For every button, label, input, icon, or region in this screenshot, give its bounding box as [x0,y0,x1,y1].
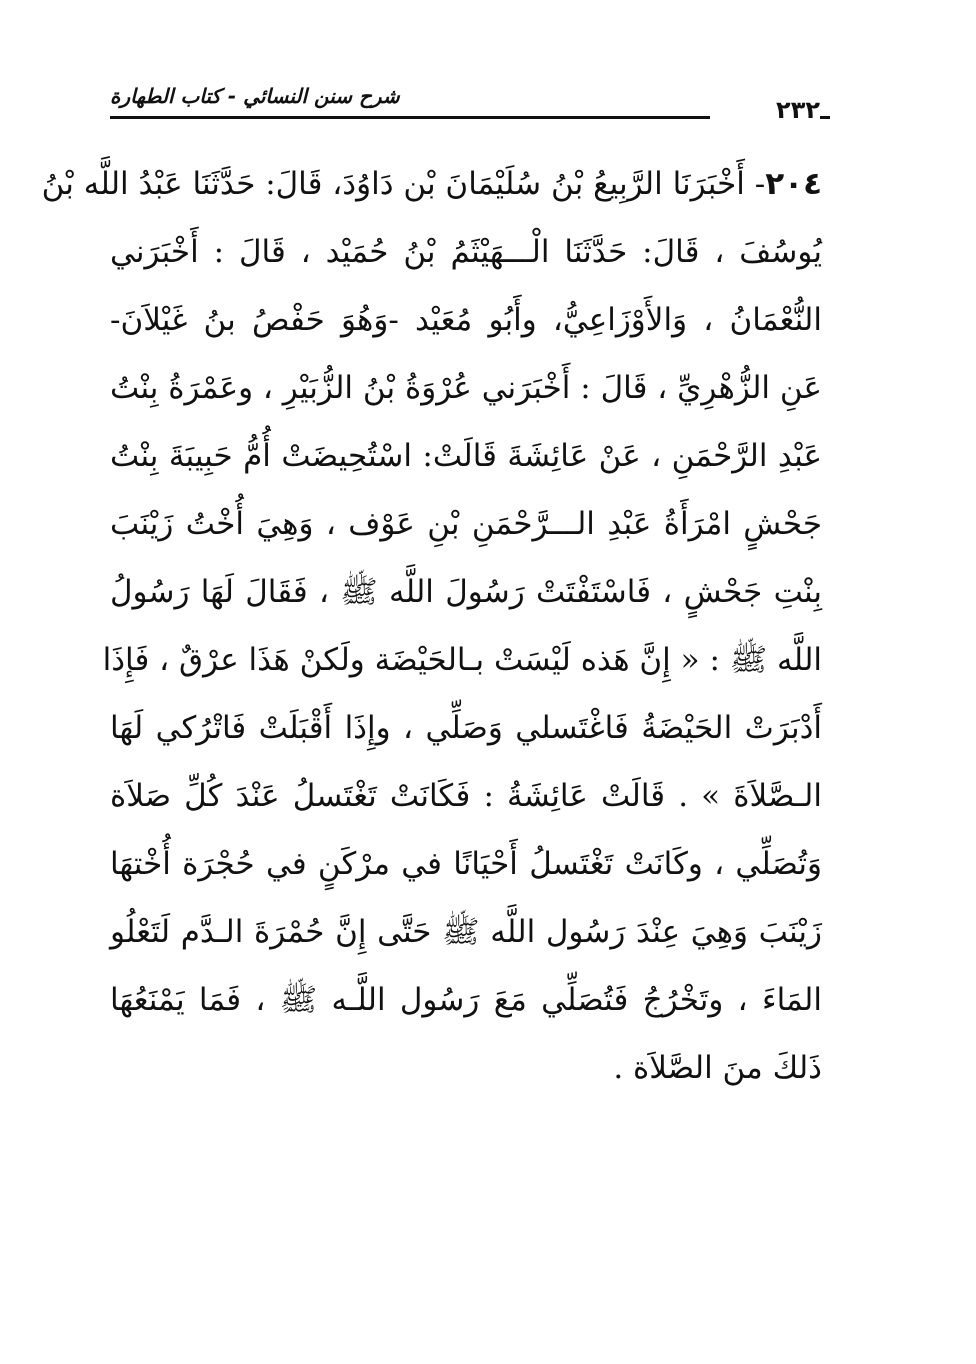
header-rule [110,116,710,119]
running-title: شرح سنن النسائي - كتاب الطهارة [110,84,400,108]
text-line-11: وَتُصَلِّي ، وكَانَتْ تَغْتَسلُ أَحْيَانًا في مرْكَنٍ في حُجْرَة أُخْتهَا [110,846,822,882]
page-header [110,84,830,126]
hadith-number: ٢٠٤ [765,166,822,202]
text-line-1 [41,150,822,218]
text-line-3: النُّعْمَانُ ، وَالأَوْزَاعِيُّ، وأَبُو مُعَيْد -وَهُوَ حَفْصُ بنُ غَيْلاَنَ- [110,302,822,338]
header-rule-short [820,116,830,119]
line-text: - أَخْبَرَنَا الرَّبِيعُ بْنُ سُلَيْمَانَ بْن دَاوُدَ، قَالَ: حَدَّثَنَا عَبْدُ اللَّه بْنُ [41,166,766,202]
text-line-14: ذَلكَ منَ الصَّلاَة . [613,1050,822,1086]
text-line-5: عَبْدِ الرَّحْمَنِ ، عَنْ عَائِشَةَ قَالَتْ: اسْتُحِيضَتْ أُمُّ حَبِيبَةَ بِنْتُ [110,438,822,474]
text-line-4: عَنِ الزُّهْرِيِّ ، قَالَ : أَخْبَرَني عُرْوَةُ بْنُ الزُّبَيْرِ ، وعَمْرَةُ بِنْتُ [110,370,822,406]
text-line-12: زَيْنَبَ وَهِيَ عِنْدَ رَسُول اللَّه ﷺ حَتَّى إِنَّ حُمْرَةَ الـدَّم لَتَعْلُو [110,914,822,950]
text-line-13: المَاءَ ، وتَخْرُجُ فَتُصَلِّي مَعَ رَسُول اللَّـه ﷺ ، فَمَا يَمْنَعُهَا [110,982,822,1018]
text-line-7: بِنْتِ جَحْشٍ ، فَاسْتَفْتَتْ رَسُولَ اللَّه ﷺ ، فَقَالَ لَهَا رَسُولُ [110,574,822,610]
text-line-8: اللَّه ﷺ : « إِنَّ هَذه لَيْسَتْ بـالحَيْضَة ولَكنْ هَذَا عرْقٌ ، فَإِذَا [102,642,822,678]
text-line-10: الـصَّلاَةَ » . قَالَتْ عَائِشَةُ : فَكَانَتْ تَغْتَسلُ عَنْدَ كُلِّ صَلاَة [110,778,822,814]
page-number: ٢٣٢ [776,96,820,124]
text-line-2: يُوسُفَ ، قَالَ: حَدَّثَنَا الْـــهَيْثَمُ بْنُ حُمَيْد ، قَالَ : أَخْبَرَني [110,234,822,270]
text-line-6: جَحْشٍ امْرَأَةُ عَبْدِ الـــرَّحْمَنِ بْنِ عَوْف ، وَهِيَ أُخْتُ زَيْنَبَ [110,506,822,542]
hadith-text [41,150,822,1102]
text-line-9: أَدْبَرَتْ الحَيْضَةُ فَاغْتَسلي وَصَلِّي ، وإِذَا أَقْبَلَتْ فَاتْرُكي لَهَا [110,710,822,746]
